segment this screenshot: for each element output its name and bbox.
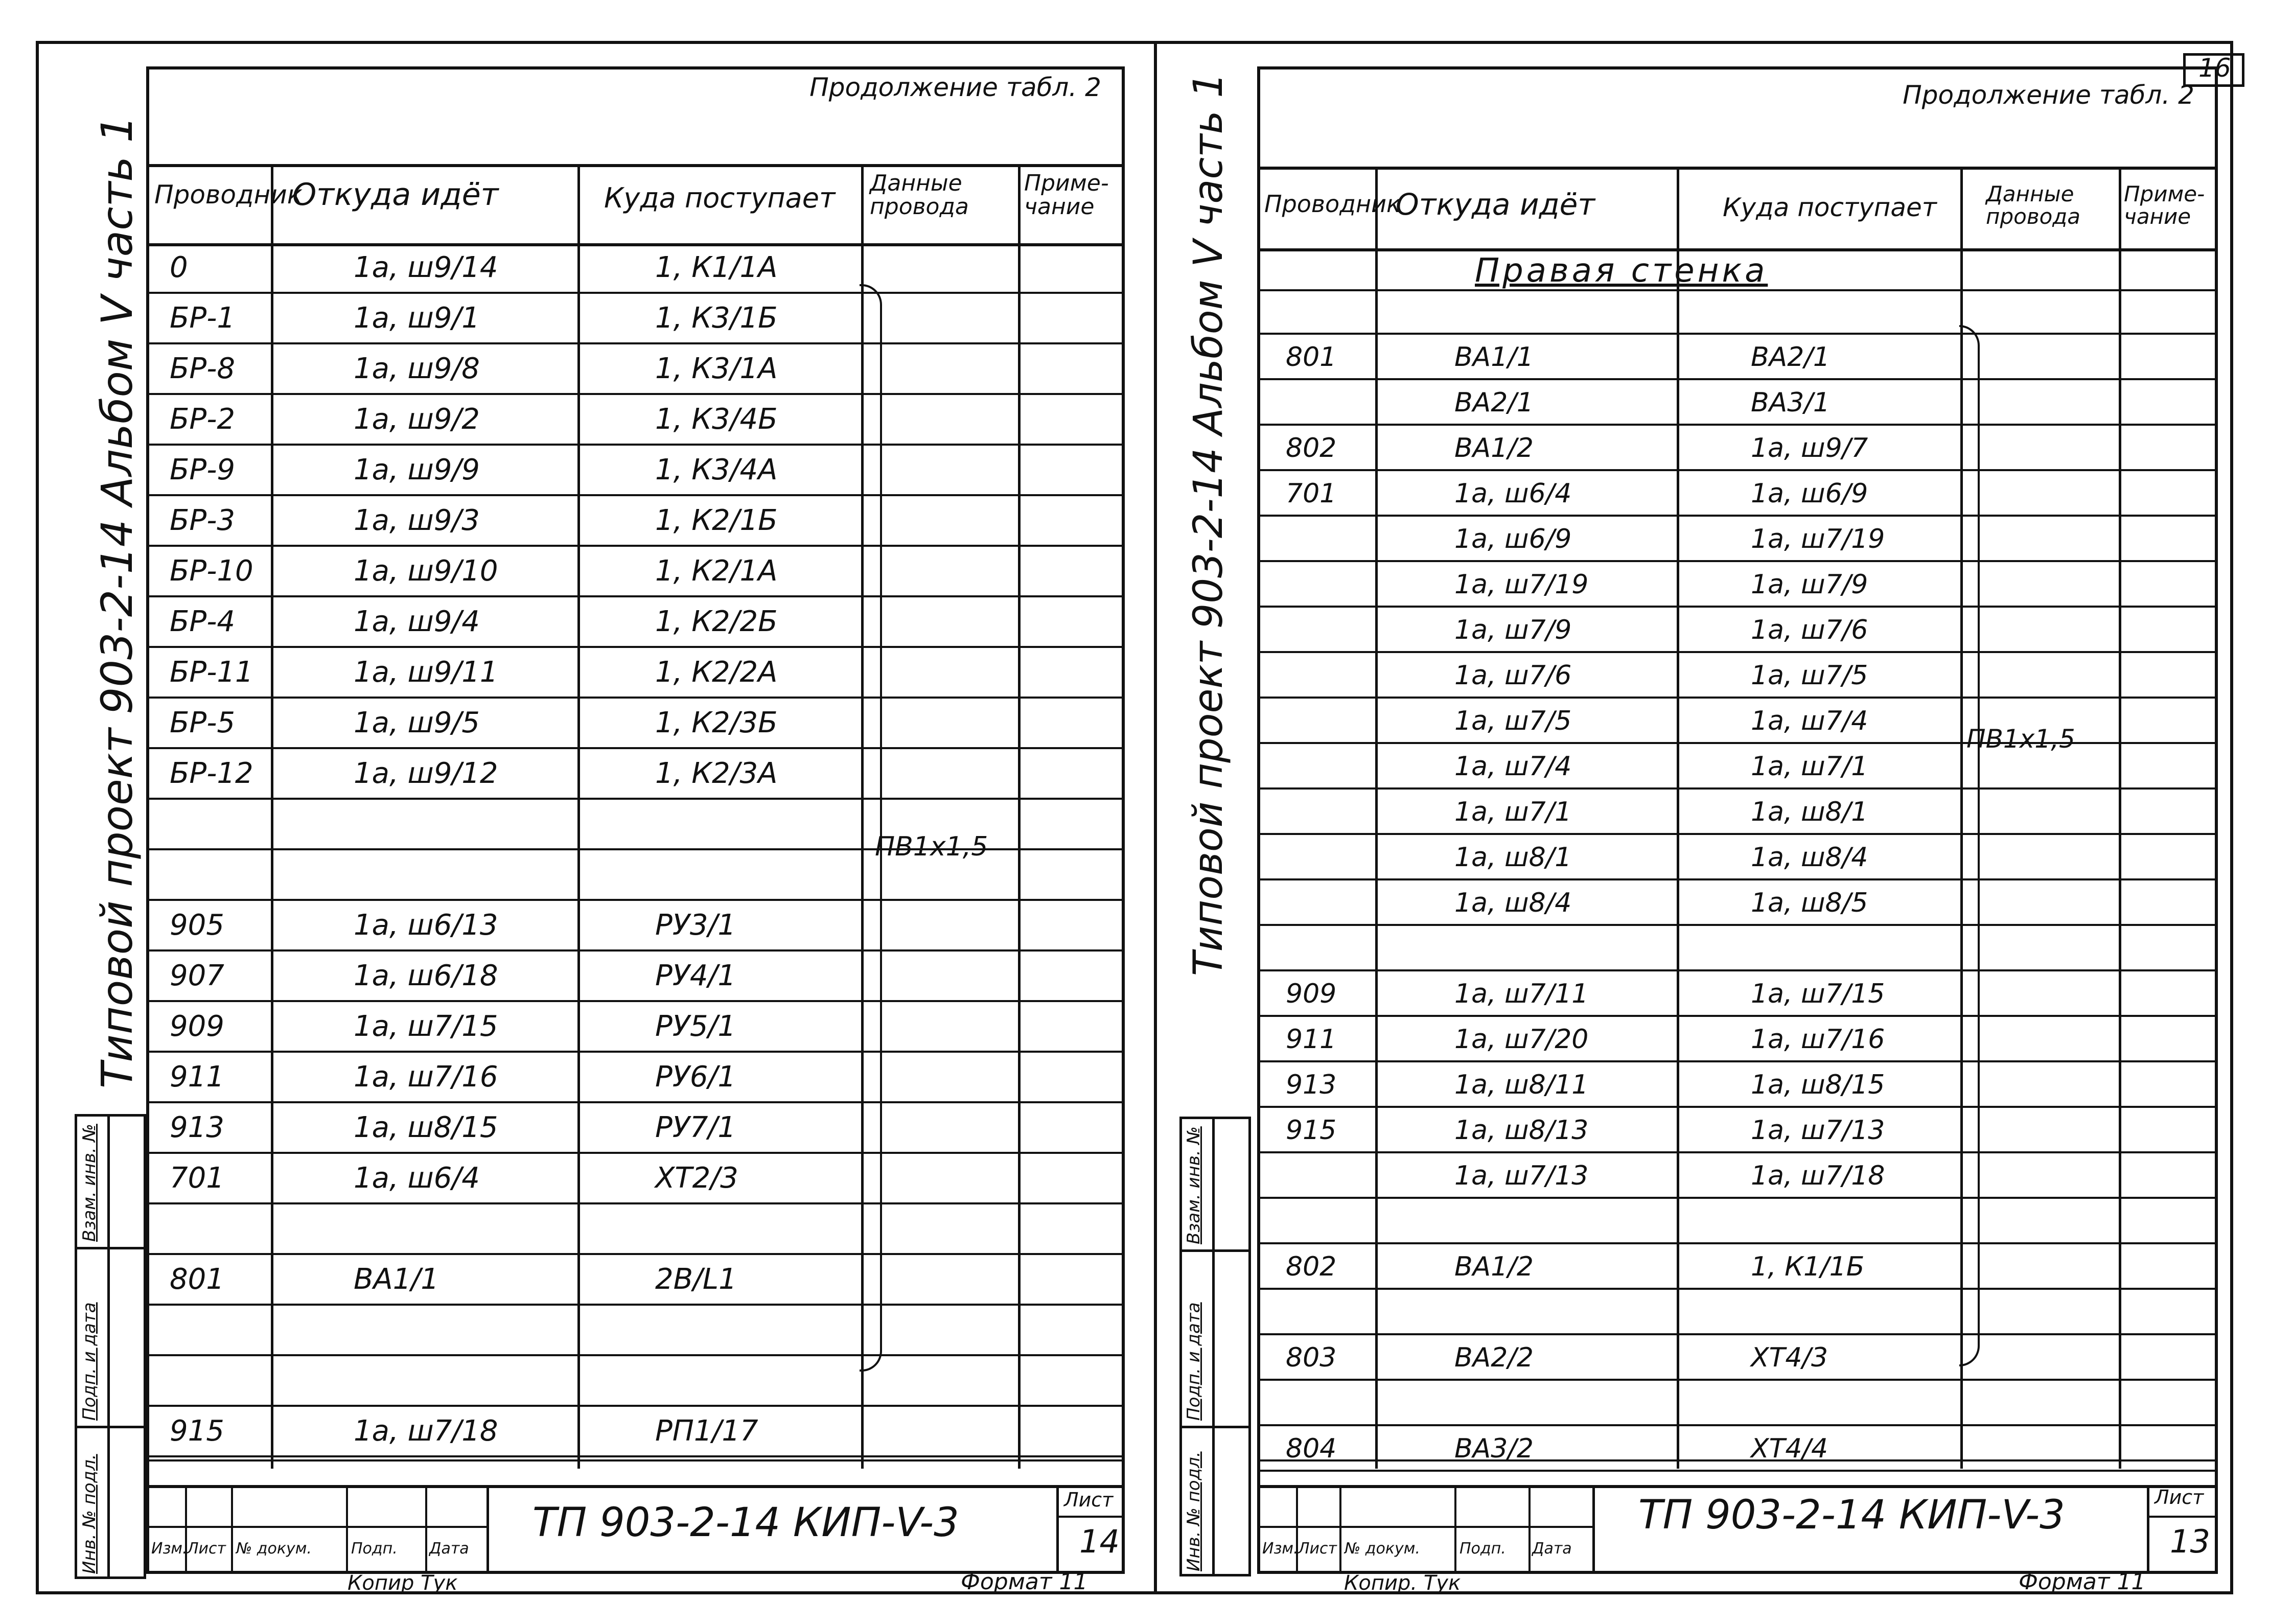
table-row [149, 395, 1122, 446]
conductor-cell: 803 [1286, 1342, 1337, 1373]
table-row [1260, 880, 2215, 926]
left-header-conductor: Проводник [154, 180, 303, 210]
left-side-title: Типовой проект 903-2-14 Альбом V часть 1 [92, 115, 142, 1088]
conductor-cell: 802 [1286, 1251, 1337, 1282]
from-cell: 1а, ш7/16 [354, 1060, 498, 1094]
from-cell: 1а, ш7/9 [1454, 615, 1572, 645]
left-sheet-no: 14 [1079, 1523, 1120, 1560]
to-cell: 1а, ш7/19 [1751, 524, 1885, 554]
table-row [149, 1154, 1122, 1204]
conductor-cell: 701 [1286, 478, 1337, 509]
table-row [1260, 335, 2215, 380]
right-header-from: Откуда идёт [1396, 187, 1595, 222]
table-row [149, 547, 1122, 597]
from-cell: 1а, ш8/11 [1454, 1070, 1589, 1100]
right-table [1257, 66, 2218, 1574]
from-cell: 1а, ш9/12 [354, 757, 498, 790]
from-cell: 1а, ш9/5 [354, 706, 480, 739]
right-copy-line: Копир. Тук [1344, 1571, 1461, 1595]
right-stamp-code: ТП 903-2-14 КИП-V-3 [1638, 1492, 2065, 1538]
conductor-cell: БР-2 [170, 403, 236, 436]
table-row [149, 446, 1122, 496]
left-brace [860, 284, 882, 1372]
conductor-cell: БР-5 [170, 706, 236, 739]
right-header-wire: Данные провода [1986, 181, 2081, 229]
left-format: Формат 11 [961, 1569, 1088, 1595]
to-cell: ВА2/1 [1751, 342, 1830, 373]
to-cell: 1а, ш7/9 [1751, 569, 1868, 600]
from-cell: 1а, ш9/11 [354, 656, 498, 689]
right-stamp-col-3: Подп. [1460, 1540, 1506, 1558]
right-header-to: Куда поступает [1723, 193, 1937, 222]
table-row [149, 1103, 1122, 1154]
from-cell: 1а, ш9/9 [354, 453, 480, 486]
from-cell: ВА1/2 [1454, 433, 1534, 463]
table-row [1260, 517, 2215, 562]
table-row [149, 496, 1122, 547]
table-row [149, 952, 1122, 1002]
to-cell: 1а, ш7/13 [1751, 1115, 1885, 1146]
to-cell: 1а, ш8/15 [1751, 1070, 1885, 1100]
conductor-cell: БР-9 [170, 453, 236, 486]
conductor-cell: 915 [1286, 1115, 1337, 1146]
conductor-cell: 913 [1286, 1070, 1337, 1100]
conductor-cell: БР-4 [170, 605, 236, 638]
left-stamp-col-4: Дата [429, 1540, 469, 1558]
to-cell: 1, К3/4Б [655, 403, 778, 436]
to-cell: 1, К3/1А [655, 352, 778, 385]
from-cell: 1а, ш7/18 [354, 1414, 498, 1448]
table-row [1260, 971, 2215, 1017]
left-header-wire: Данные провода [870, 170, 969, 220]
from-cell: 1а, ш6/13 [354, 909, 498, 942]
left-header-from: Откуда идёт [292, 177, 499, 213]
to-cell: РУ4/1 [655, 959, 736, 992]
right-continuation: Продолжение табл. 2 [1903, 80, 2194, 110]
right-side-title: Типовой проект 903-2-14 Альбом V часть 1 [1186, 72, 1232, 976]
left-margin-replace: Взам. инв. № [79, 1124, 100, 1242]
from-cell: ВА2/1 [1454, 387, 1534, 418]
table-row [1260, 1426, 2215, 1472]
to-cell: 1а, ш7/16 [1751, 1024, 1885, 1055]
conductor-cell: 801 [170, 1263, 224, 1296]
right-stamp-col-2: № докум. [1345, 1540, 1420, 1558]
to-cell: 1а, ш7/1 [1751, 751, 1868, 782]
right-margin-sign: Подп. и дата [1184, 1302, 1204, 1421]
left-wire-data: ПВ1х1,5 [875, 831, 988, 862]
table-row [149, 749, 1122, 800]
table-row [1260, 926, 2215, 971]
conductor-cell: БР-1 [170, 301, 236, 335]
to-cell: 2В/L1 [655, 1263, 737, 1296]
table-row [1260, 1244, 2215, 1290]
to-cell: 1, К2/3А [655, 757, 778, 790]
left-stamp-col-2: № докум. [236, 1540, 312, 1558]
table-row [1260, 790, 2215, 835]
right-corner-no: 16 [2198, 53, 2231, 83]
left-stamp-col-3: Подп. [351, 1540, 398, 1558]
table-row [149, 699, 1122, 749]
to-cell: 1а, ш7/6 [1751, 615, 1868, 645]
from-cell: 1а, ш8/15 [354, 1111, 498, 1144]
left-stamp-code: ТП 903-2-14 КИП-V-3 [532, 1500, 959, 1546]
table-row [1260, 562, 2215, 608]
to-cell: ХТ4/4 [1751, 1433, 1828, 1464]
from-cell: 1а, ш8/4 [1454, 888, 1572, 918]
right-section-title: Правая стенка [1475, 252, 1768, 290]
from-cell: 1а, ш9/14 [354, 251, 498, 284]
right-format: Формат 11 [2019, 1569, 2146, 1595]
right-sheet-no: 13 [2170, 1523, 2210, 1560]
to-cell: 1, К2/2А [655, 656, 778, 689]
table-row [1260, 1108, 2215, 1153]
right-margin-inv: Инв. № подл. [1184, 1451, 1204, 1571]
table-row [1260, 289, 2215, 335]
conductor-cell: 0 [170, 251, 188, 284]
conductor-cell: БР-11 [170, 656, 253, 689]
table-row [149, 901, 1122, 952]
table-row [1260, 1335, 2215, 1381]
right-stamp-col-4: Дата [1532, 1540, 1572, 1558]
conductor-cell: БР-12 [170, 757, 253, 790]
table-row [1260, 1290, 2215, 1335]
to-cell: 1а, ш7/18 [1751, 1161, 1885, 1191]
from-cell: 1а, ш9/1 [354, 301, 480, 335]
conductor-cell: БР-3 [170, 504, 236, 537]
conductor-cell: 911 [1286, 1024, 1337, 1055]
left-margin-sign: Подп. и дата [79, 1302, 100, 1421]
to-cell: ХТ2/3 [655, 1162, 738, 1195]
to-cell: РУ3/1 [655, 909, 736, 942]
table-row [149, 344, 1122, 395]
to-cell: 1, К2/1Б [655, 504, 778, 537]
right-header-conductor: Проводник [1264, 190, 1401, 218]
to-cell: 1, К2/3Б [655, 706, 778, 739]
from-cell: ВА3/2 [1454, 1433, 1534, 1464]
table-row [149, 1204, 1122, 1255]
conductor-cell: 909 [1286, 979, 1337, 1009]
from-cell: 1а, ш9/2 [354, 403, 480, 436]
from-cell: 1а, ш9/10 [354, 554, 498, 588]
left-sheet-label: Лист [1064, 1489, 1114, 1511]
right-sheet-label: Лист [2155, 1486, 2204, 1509]
to-cell: 1, К2/1А [655, 554, 778, 588]
from-cell: 1а, ш6/4 [1454, 478, 1572, 509]
table-row [149, 1053, 1122, 1103]
right-header-note: Приме-чание [2124, 181, 2205, 229]
conductor-cell: 802 [1286, 433, 1337, 463]
to-cell: 1а, ш9/7 [1751, 433, 1868, 463]
conductor-cell: 913 [170, 1111, 224, 1144]
left-copy-line: Копир Тук [348, 1571, 458, 1595]
to-cell: 1а, ш7/4 [1751, 706, 1868, 736]
from-cell: 1а, ш8/1 [1454, 842, 1572, 873]
conductor-cell: 915 [170, 1414, 224, 1448]
left-header-to: Куда поступает [604, 182, 836, 214]
to-cell: 1а, ш8/5 [1751, 888, 1868, 918]
from-cell: 1а, ш7/11 [1454, 979, 1589, 1009]
to-cell: РУ7/1 [655, 1111, 736, 1144]
table-row [1260, 653, 2215, 699]
right-wire-data: ПВ1х1,5 [1966, 724, 2075, 754]
table-row [1260, 471, 2215, 517]
from-cell: 1а, ш7/4 [1454, 751, 1572, 782]
table-row [1260, 1017, 2215, 1062]
to-cell: 1а, ш8/1 [1751, 797, 1868, 827]
from-cell: ВА1/1 [1454, 342, 1534, 373]
to-cell: 1а, ш8/4 [1751, 842, 1868, 873]
table-row [1260, 835, 2215, 880]
from-cell: 1а, ш7/15 [354, 1010, 498, 1043]
from-cell: 1а, ш7/6 [1454, 660, 1572, 691]
conductor-cell: 804 [1286, 1433, 1337, 1464]
from-cell: ВА2/2 [1454, 1342, 1534, 1373]
from-cell: 1а, ш7/1 [1454, 797, 1572, 827]
conductor-cell: 911 [170, 1060, 224, 1094]
table-row [1260, 608, 2215, 653]
to-cell: РП1/17 [655, 1414, 758, 1448]
right-margin-replace: Взам. инв. № [1184, 1126, 1204, 1244]
to-cell: 1а, ш6/9 [1751, 478, 1868, 509]
left-header-note: Приме-чание [1024, 170, 1109, 220]
table-row [149, 597, 1122, 648]
from-cell: 1а, ш8/13 [1454, 1115, 1589, 1146]
table-row [1260, 1199, 2215, 1244]
conductor-cell: 909 [170, 1010, 224, 1043]
conductor-cell: 801 [1286, 342, 1337, 373]
conductor-cell: 905 [170, 909, 224, 942]
to-cell: 1а, ш7/15 [1751, 979, 1885, 1009]
left-stamp-col-1: Лист [187, 1540, 226, 1558]
left-margin-inv: Инв. № подл. [79, 1454, 100, 1574]
from-cell: 1а, ш9/4 [354, 605, 480, 638]
from-cell: 1а, ш7/20 [1454, 1024, 1589, 1055]
right-brace [1959, 325, 1980, 1366]
table-row [149, 294, 1122, 344]
from-cell: ВА1/2 [1454, 1251, 1534, 1282]
from-cell: 1а, ш9/3 [354, 504, 480, 537]
from-cell: 1а, ш7/5 [1454, 706, 1572, 736]
from-cell: 1а, ш9/8 [354, 352, 480, 385]
table-row [1260, 1062, 2215, 1108]
from-cell: 1а, ш6/4 [354, 1162, 480, 1195]
table-row [149, 1255, 1122, 1306]
from-cell: 1а, ш6/9 [1454, 524, 1572, 554]
table-row [149, 1002, 1122, 1053]
conductor-cell: БР-10 [170, 554, 253, 588]
table-row [149, 1356, 1122, 1407]
left-table [146, 66, 1125, 1574]
table-row [149, 648, 1122, 699]
to-cell: РУ6/1 [655, 1060, 736, 1094]
conductor-cell: 907 [170, 959, 224, 992]
to-cell: 1, К3/1Б [655, 301, 778, 335]
to-cell: ВА3/1 [1751, 387, 1830, 418]
table-row [1260, 380, 2215, 426]
table-row [149, 243, 1122, 294]
from-cell: 1а, ш7/19 [1454, 569, 1589, 600]
to-cell: 1, К1/1Б [1751, 1251, 1865, 1282]
to-cell: РУ5/1 [655, 1010, 736, 1043]
left-continuation: Продолжение табл. 2 [809, 73, 1101, 102]
to-cell: 1, К1/1А [655, 251, 778, 284]
table-row [1260, 1381, 2215, 1426]
to-cell: 1, К2/2Б [655, 605, 778, 638]
conductor-cell: БР-8 [170, 352, 236, 385]
left-stamp-col-0: Изм. [151, 1540, 188, 1558]
from-cell: ВА1/1 [354, 1263, 439, 1296]
from-cell: 1а, ш7/13 [1454, 1161, 1589, 1191]
to-cell: 1, К3/4А [655, 453, 778, 486]
table-row [1260, 426, 2215, 471]
to-cell: ХТ4/3 [1751, 1342, 1828, 1373]
table-row [149, 1407, 1122, 1457]
from-cell: 1а, ш6/18 [354, 959, 498, 992]
to-cell: 1а, ш7/5 [1751, 660, 1868, 691]
right-stamp-col-1: Лист [1298, 1540, 1337, 1558]
table-row [1260, 1153, 2215, 1199]
center-fold [1154, 41, 1157, 1594]
right-stamp-col-0: Изм. [1262, 1540, 1299, 1558]
conductor-cell: 701 [170, 1162, 224, 1195]
table-row [149, 1306, 1122, 1356]
